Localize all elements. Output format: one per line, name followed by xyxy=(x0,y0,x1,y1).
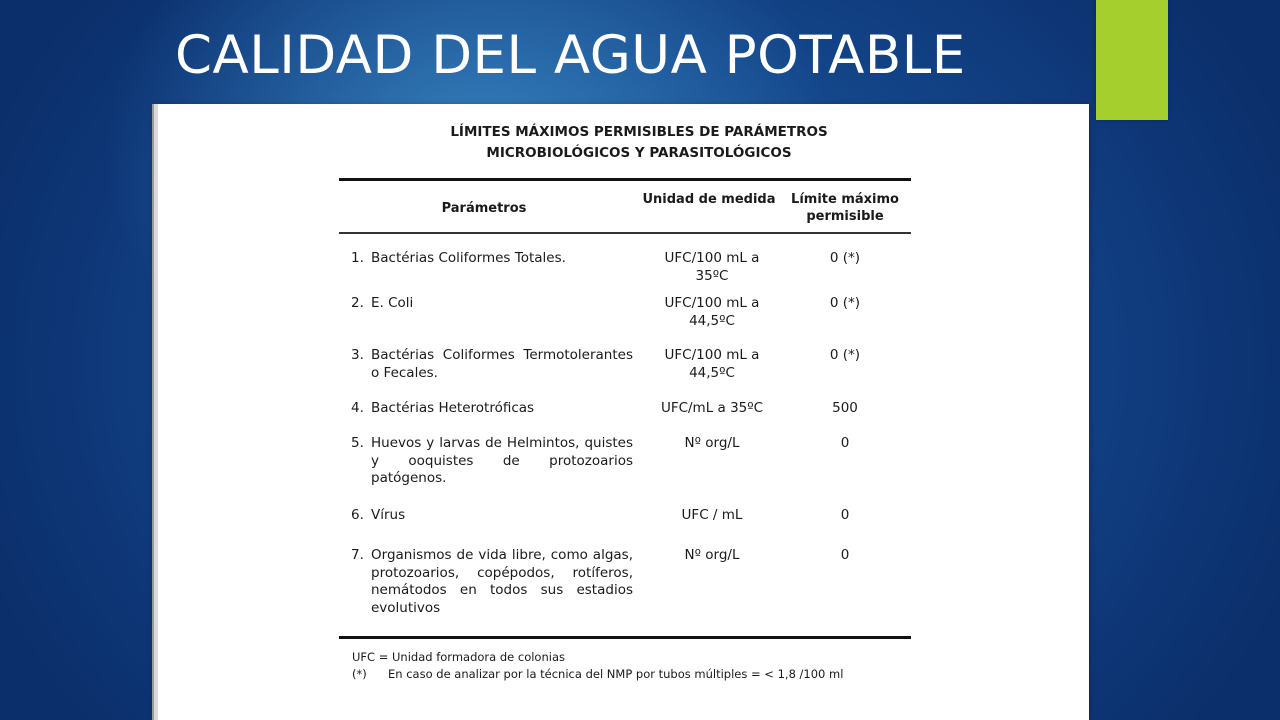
header-limit: Límite máximo permisible xyxy=(791,192,899,224)
row-limit: 0 (*) xyxy=(829,347,861,363)
row-limit: 500 xyxy=(832,400,858,416)
row-unit: UFC / mL xyxy=(681,507,743,523)
row-limit: 0 (*) xyxy=(829,295,861,311)
row-parameter: Bactérias Coliformes Totales. xyxy=(371,250,566,266)
row-unit: UFC/100 mL a 35ºC xyxy=(664,250,760,284)
row-parameter: Huevos y larvas de Helmintos, quistes y ooquistes de protozoarios patógenos. xyxy=(371,435,633,486)
row-parameter: E. Coli xyxy=(371,295,414,311)
footnote-asterisk-text: En caso de analizar por la técnica del NMP por tubos múltiples = < 1,8 /100 ml xyxy=(388,667,844,681)
row-number: 7. xyxy=(351,547,364,563)
document-left-edge xyxy=(154,104,158,720)
row-unit: UFC/100 mL a 44,5ºC xyxy=(664,295,760,329)
document-title-line-1: LÍMITES MÁXIMOS PERMISIBLES DE PARÁMETROS xyxy=(450,124,828,140)
row-parameter: Bactérias Heterotróficas xyxy=(371,400,535,416)
row-number: 6. xyxy=(351,507,364,523)
footnote-asterisk-mark: (*) xyxy=(352,667,367,681)
row-number: 1. xyxy=(351,250,364,266)
document-image xyxy=(154,104,1089,720)
row-unit: UFC/mL a 35ºC xyxy=(660,400,764,416)
row-parameter: Bactérias Coliformes Termotolerantes o Fecales. xyxy=(371,347,633,381)
row-number: 2. xyxy=(351,295,364,311)
row-number: 3. xyxy=(351,347,364,363)
table-header-rule xyxy=(339,232,911,234)
row-unit: Nº org/L xyxy=(684,435,740,451)
table-top-rule xyxy=(339,178,911,181)
row-limit: 0 xyxy=(840,435,850,451)
row-parameter: Vírus xyxy=(371,507,406,523)
row-parameter: Organismos de vida libre, como algas, protozoarios, copépodos, rotíferos, nemátodos en todos sus estadios evolutivos xyxy=(371,547,633,616)
footnote-ufc: UFC = Unidad formadora de colonias xyxy=(352,650,565,664)
document-title-line-2: MICROBIOLÓGICOS Y PARASITOLÓGICOS xyxy=(486,145,792,161)
row-unit: Nº org/L xyxy=(684,547,740,563)
row-number: 4. xyxy=(351,400,364,416)
row-limit: 0 xyxy=(840,507,850,523)
header-parameters: Parámetros xyxy=(441,201,527,216)
table-bottom-rule xyxy=(339,636,911,639)
row-limit: 0 xyxy=(840,547,850,563)
accent-block xyxy=(1096,0,1168,120)
header-unit: Unidad de medida xyxy=(642,192,776,207)
footnote-asterisk xyxy=(352,666,843,682)
row-unit: UFC/100 mL a 44,5ºC xyxy=(664,347,760,381)
row-number: 5. xyxy=(351,435,364,451)
slide-title: CALIDAD DEL AGUA POTABLE xyxy=(175,25,966,86)
row-limit: 0 (*) xyxy=(829,250,861,266)
